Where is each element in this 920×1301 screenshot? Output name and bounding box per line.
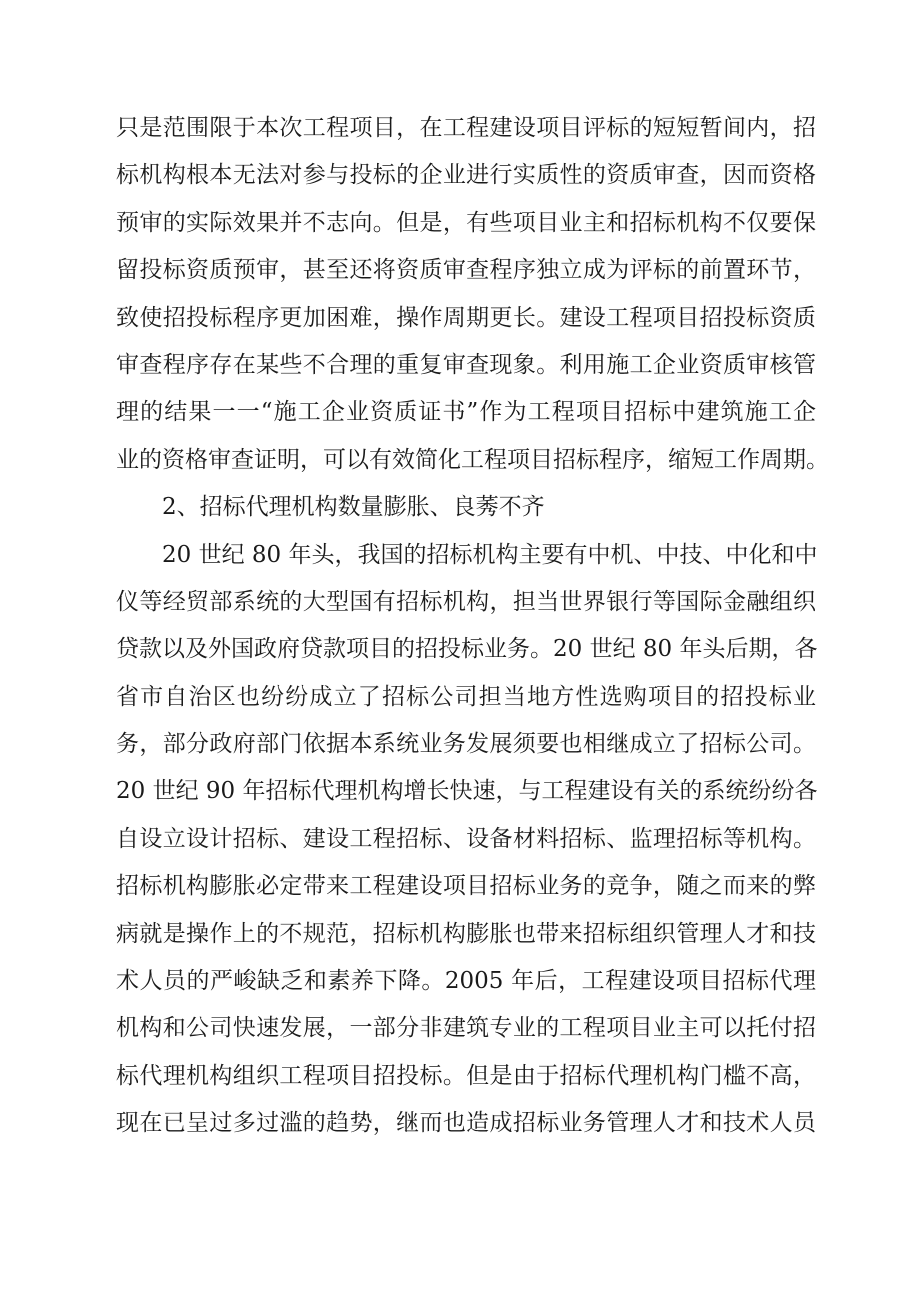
section-heading: 2、招标代理机构数量膨胀、良莠不齐	[162, 494, 545, 521]
text-line: 标机构根本无法对参与投标的企业进行实质性的资质审查，因而资格	[116, 162, 816, 189]
text-line: 20 世纪 80 年头，我国的招标机构主要有中机、中技、中化和中	[162, 541, 818, 568]
text-line: 仪等经贸部系统的大型国有招标机构，担当世界银行等国际金融组织	[116, 588, 816, 615]
text-line: 现在已呈过多过滥的趋势，继而也造成招标业务管理人才和技术人员	[116, 1110, 816, 1137]
text-line: 招标机构膨胀必定带来工程建设项目招标业务的竞争，随之而来的弊	[116, 873, 816, 900]
text-line: 业的资格审查证明，可以有效简化工程项目招标程序，缩短工作周期。	[116, 446, 829, 473]
text-line: 机构和公司快速发展，一部分非建筑专业的工程项目业主可以托付招	[116, 1015, 816, 1042]
text-line: 只是范围限于本次工程项目，在工程建设项目评标的短短暂间内，招	[116, 115, 816, 141]
text-line: 预审的实际效果并不志向。但是，有些项目业主和招标机构不仅要保	[116, 209, 816, 236]
body-text	[116, 105, 829, 1148]
text-line: 致使招投标程序更加困难，操作周期更长。建设工程项目招投标资质	[116, 304, 816, 331]
text-line: 病就是操作上的不规范，招标机构膨胀也带来招标组织管理人才和技	[116, 920, 816, 947]
text-line: 务，部分政府部门依据本系统业务发展须要也相继成立了招标公司。	[116, 731, 816, 758]
text-line: 贷款以及外国政府贷款项目的招投标业务。20 世纪 80 年头后期，各	[116, 636, 818, 663]
text-line: 自设立设计招标、建设工程招标、设备材料招标、监理招标等机构。	[116, 825, 816, 852]
text-line: 省市自治区也纷纷成立了招标公司担当地方性选购项目的招投标业	[116, 683, 816, 710]
text-line: 术人员的严峻缺乏和素养下降。2005 年后，工程建设项目招标代理	[116, 968, 816, 995]
text-line: 理的结果一一“施工企业资质证书”作为工程项目招标中建筑施工企	[116, 399, 816, 426]
text-line: 标代理机构组织工程项目招投标。但是由于招标代理机构门槛不高，	[116, 1062, 816, 1089]
text-line: 审查程序存在某些不合理的重复审查现象。利用施工企业资质审核管	[116, 351, 816, 378]
text-line: 留投标资质预审，甚至还将资质审查程序独立成为评标的前置环节，	[116, 257, 816, 284]
text-line: 20 世纪 90 年招标代理机构增长快速，与工程建设有关的系统纷纷各	[116, 778, 818, 805]
